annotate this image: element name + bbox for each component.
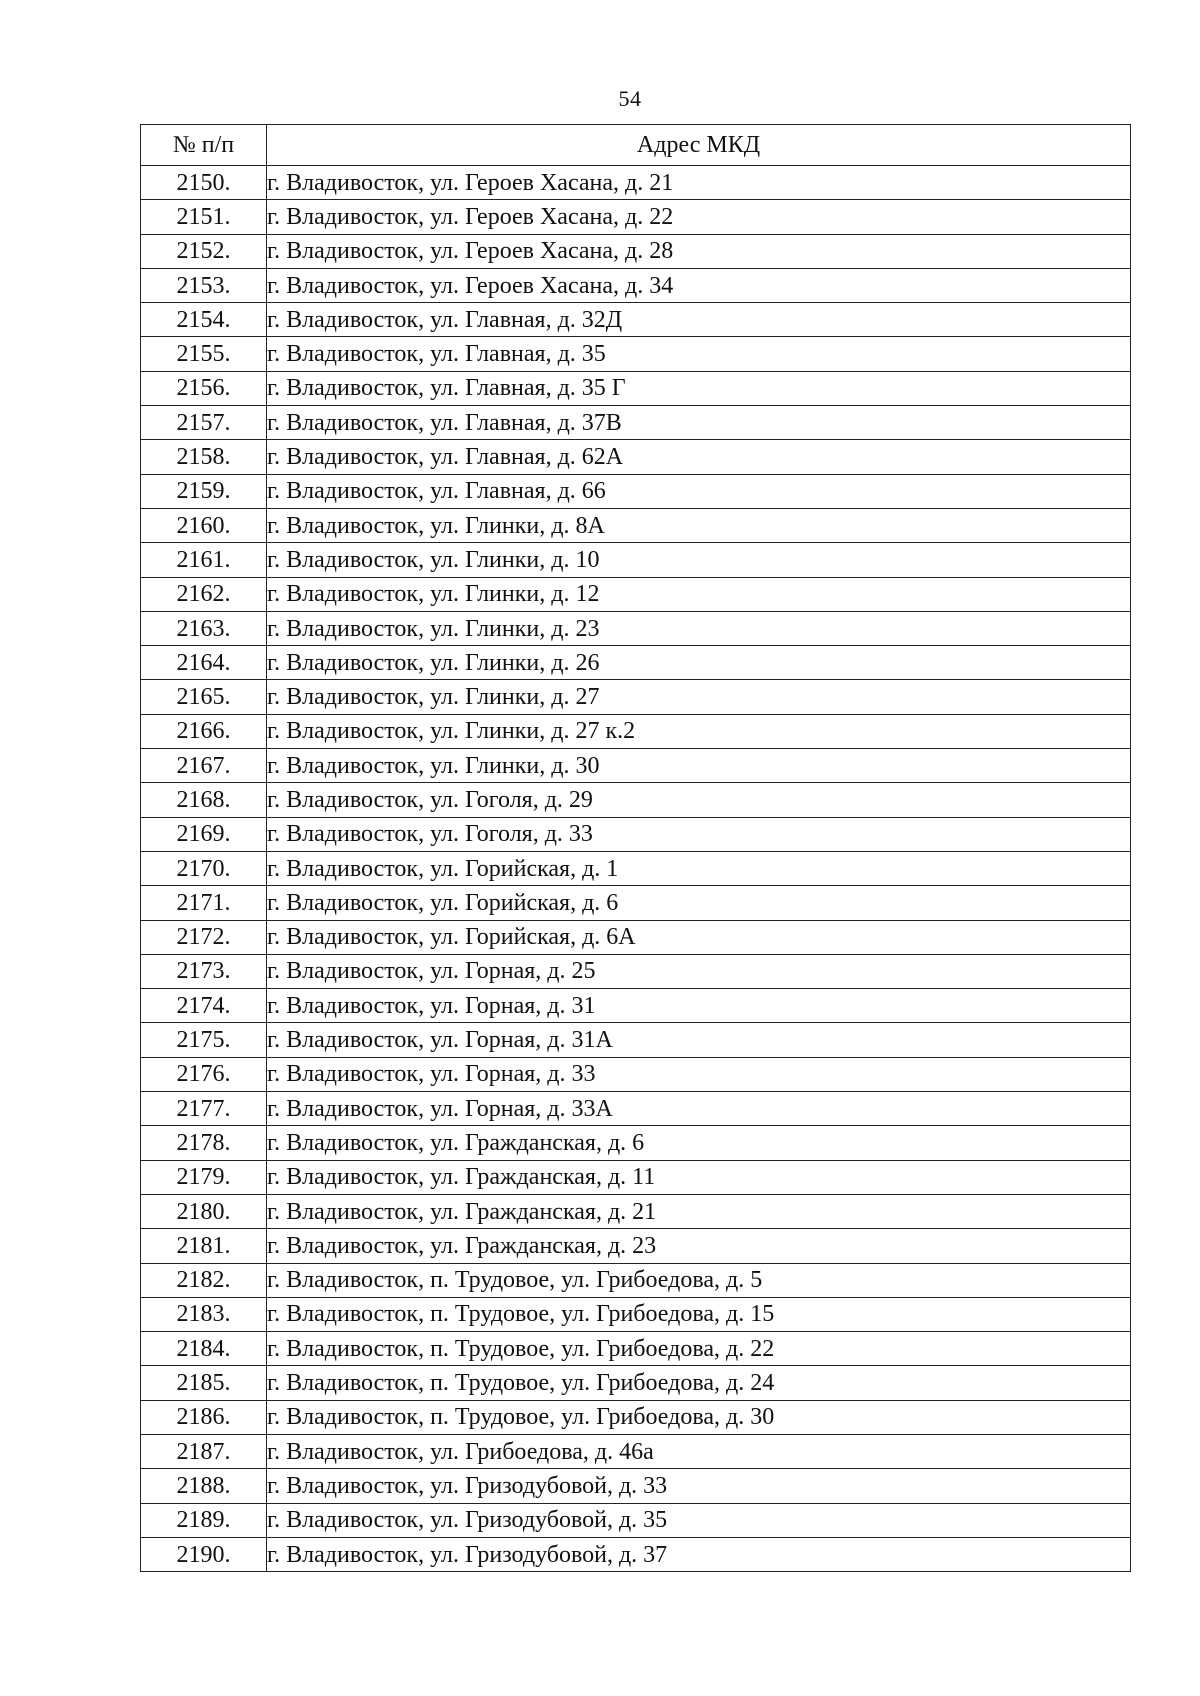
- row-address: г. Владивосток, ул. Главная, д. 66: [267, 474, 1131, 508]
- row-number: 2171.: [141, 886, 267, 920]
- row-address: г. Владивосток, ул. Горная, д. 33А: [267, 1092, 1131, 1126]
- table-row: [141, 543, 1131, 577]
- table-row: [141, 337, 1131, 371]
- table-row: [141, 1297, 1131, 1331]
- row-address: г. Владивосток, ул. Героев Хасана, д. 22: [267, 200, 1131, 234]
- table-row: [141, 200, 1131, 234]
- row-address: г. Владивосток, ул. Глинки, д. 8А: [267, 508, 1131, 542]
- table-row: [141, 1194, 1131, 1228]
- row-address: г. Владивосток, ул. Горийская, д. 6: [267, 886, 1131, 920]
- row-number: 2173.: [141, 954, 267, 988]
- row-number: 2170.: [141, 851, 267, 885]
- table-row: [141, 1057, 1131, 1091]
- row-address: г. Владивосток, ул. Гоголя, д. 29: [267, 783, 1131, 817]
- row-address: г. Владивосток, ул. Гризодубовой, д. 33: [267, 1469, 1131, 1503]
- row-address: г. Владивосток, ул. Главная, д. 35 Г: [267, 371, 1131, 405]
- row-number: 2182.: [141, 1263, 267, 1297]
- table-row: [141, 886, 1131, 920]
- table-row: [141, 1332, 1131, 1366]
- row-address: г. Владивосток, ул. Героев Хасана, д. 34: [267, 268, 1131, 302]
- row-number: 2162.: [141, 577, 267, 611]
- table-body: [141, 166, 1131, 1572]
- table-row: [141, 1160, 1131, 1194]
- row-number: 2185.: [141, 1366, 267, 1400]
- row-number: 2159.: [141, 474, 267, 508]
- row-address: г. Владивосток, ул. Гражданская, д. 23: [267, 1229, 1131, 1263]
- row-address: г. Владивосток, ул. Главная, д. 37В: [267, 406, 1131, 440]
- column-header-number: № п/п: [141, 125, 267, 166]
- row-number: 2181.: [141, 1229, 267, 1263]
- row-number: 2187.: [141, 1434, 267, 1468]
- table-row: [141, 474, 1131, 508]
- row-number: 2164.: [141, 646, 267, 680]
- row-number: 2183.: [141, 1297, 267, 1331]
- row-address: г. Владивосток, ул. Горная, д. 31: [267, 989, 1131, 1023]
- row-address: г. Владивосток, ул. Горная, д. 33: [267, 1057, 1131, 1091]
- row-number: 2169.: [141, 817, 267, 851]
- row-number: 2152.: [141, 234, 267, 268]
- table-row: [141, 920, 1131, 954]
- table-row: [141, 714, 1131, 748]
- table-row: [141, 989, 1131, 1023]
- page-number: 54: [618, 86, 642, 111]
- row-address: г. Владивосток, ул. Горная, д. 25: [267, 954, 1131, 988]
- table-row: [141, 1023, 1131, 1057]
- row-number: 2186.: [141, 1400, 267, 1434]
- row-address: г. Владивосток, ул. Главная, д. 32Д: [267, 303, 1131, 337]
- row-address: г. Владивосток, ул. Горийская, д. 6А: [267, 920, 1131, 954]
- table-row: [141, 1400, 1131, 1434]
- row-address: г. Владивосток, ул. Грибоедова, д. 46а: [267, 1434, 1131, 1468]
- row-address: г. Владивосток, ул. Героев Хасана, д. 28: [267, 234, 1131, 268]
- column-header-address: Адрес МКД: [267, 125, 1131, 166]
- row-number: 2150.: [141, 166, 267, 200]
- row-address: г. Владивосток, п. Трудовое, ул. Грибоедова, д. 24: [267, 1366, 1131, 1400]
- table-row: [141, 851, 1131, 885]
- table-row: [141, 1126, 1131, 1160]
- row-number: 2166.: [141, 714, 267, 748]
- row-address: г. Владивосток, ул. Героев Хасана, д. 21: [267, 166, 1131, 200]
- table-row: [141, 1229, 1131, 1263]
- table-row: [141, 577, 1131, 611]
- table-row: [141, 440, 1131, 474]
- row-number: 2160.: [141, 508, 267, 542]
- table-row: [141, 611, 1131, 645]
- row-address: г. Владивосток, ул. Глинки, д. 30: [267, 749, 1131, 783]
- row-address: г. Владивосток, ул. Глинки, д. 23: [267, 611, 1131, 645]
- row-address: г. Владивосток, ул. Главная, д. 35: [267, 337, 1131, 371]
- table-row: [141, 508, 1131, 542]
- row-address: г. Владивосток, ул. Гоголя, д. 33: [267, 817, 1131, 851]
- row-address: г. Владивосток, ул. Глинки, д. 27: [267, 680, 1131, 714]
- table-row: [141, 954, 1131, 988]
- table-row: [141, 783, 1131, 817]
- row-number: 2154.: [141, 303, 267, 337]
- row-number: 2190.: [141, 1537, 267, 1571]
- table-row: [141, 371, 1131, 405]
- row-number: 2178.: [141, 1126, 267, 1160]
- row-number: 2156.: [141, 371, 267, 405]
- table-row: [141, 406, 1131, 440]
- row-number: 2177.: [141, 1092, 267, 1126]
- row-number: 2176.: [141, 1057, 267, 1091]
- row-number: 2165.: [141, 680, 267, 714]
- table-row: [141, 680, 1131, 714]
- row-number: 2188.: [141, 1469, 267, 1503]
- row-address: г. Владивосток, ул. Глинки, д. 26: [267, 646, 1131, 680]
- row-number: 2168.: [141, 783, 267, 817]
- row-number: 2161.: [141, 543, 267, 577]
- row-address: г. Владивосток, ул. Главная, д. 62А: [267, 440, 1131, 474]
- row-number: 2172.: [141, 920, 267, 954]
- row-address: г. Владивосток, ул. Гризодубовой, д. 37: [267, 1537, 1131, 1571]
- row-address: г. Владивосток, ул. Глинки, д. 27 к.2: [267, 714, 1131, 748]
- table-row: [141, 749, 1131, 783]
- table-row: [141, 1092, 1131, 1126]
- table-row: [141, 817, 1131, 851]
- row-number: 2155.: [141, 337, 267, 371]
- table-row: [141, 1263, 1131, 1297]
- table-row: [141, 1537, 1131, 1571]
- table-row: [141, 303, 1131, 337]
- row-address: г. Владивосток, п. Трудовое, ул. Грибоедова, д. 5: [267, 1263, 1131, 1297]
- row-number: 2179.: [141, 1160, 267, 1194]
- table-row: [141, 1469, 1131, 1503]
- table-row: [141, 1434, 1131, 1468]
- row-address: г. Владивосток, п. Трудовое, ул. Грибоедова, д. 30: [267, 1400, 1131, 1434]
- row-number: 2157.: [141, 406, 267, 440]
- table-header-row: [141, 125, 1131, 166]
- row-address: г. Владивосток, ул. Гражданская, д. 11: [267, 1160, 1131, 1194]
- row-address: г. Владивосток, ул. Гризодубовой, д. 35: [267, 1503, 1131, 1537]
- row-address: г. Владивосток, ул. Гражданская, д. 21: [267, 1194, 1131, 1228]
- row-address: г. Владивосток, п. Трудовое, ул. Грибоедова, д. 22: [267, 1332, 1131, 1366]
- table-row: [141, 1366, 1131, 1400]
- row-address: г. Владивосток, ул. Глинки, д. 12: [267, 577, 1131, 611]
- row-number: 2184.: [141, 1332, 267, 1366]
- table-row: [141, 1503, 1131, 1537]
- row-number: 2175.: [141, 1023, 267, 1057]
- address-table: [140, 124, 1131, 1572]
- row-number: 2174.: [141, 989, 267, 1023]
- table-row: [141, 234, 1131, 268]
- row-number: 2180.: [141, 1194, 267, 1228]
- row-number: 2151.: [141, 200, 267, 234]
- table-row: [141, 166, 1131, 200]
- row-number: 2189.: [141, 1503, 267, 1537]
- row-address: г. Владивосток, ул. Горийская, д. 1: [267, 851, 1131, 885]
- row-address: г. Владивосток, п. Трудовое, ул. Грибоедова, д. 15: [267, 1297, 1131, 1331]
- table-row: [141, 646, 1131, 680]
- row-address: г. Владивосток, ул. Горная, д. 31А: [267, 1023, 1131, 1057]
- row-number: 2153.: [141, 268, 267, 302]
- table-row: [141, 268, 1131, 302]
- row-number: 2158.: [141, 440, 267, 474]
- row-number: 2167.: [141, 749, 267, 783]
- row-address: г. Владивосток, ул. Гражданская, д. 6: [267, 1126, 1131, 1160]
- row-address: г. Владивосток, ул. Глинки, д. 10: [267, 543, 1131, 577]
- row-number: 2163.: [141, 611, 267, 645]
